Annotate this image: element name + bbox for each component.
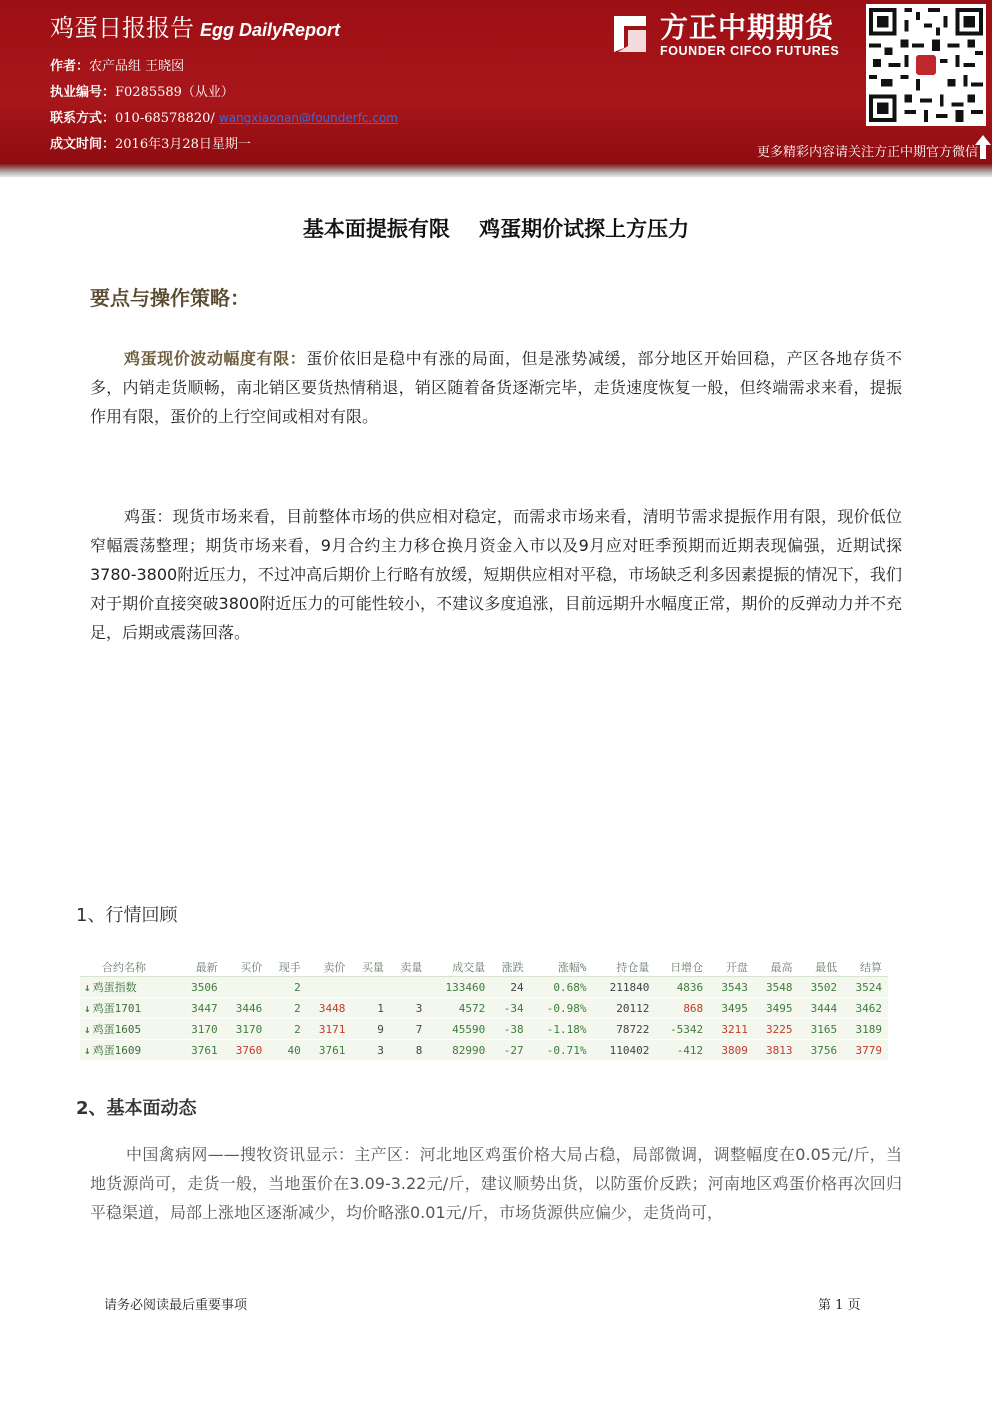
table-cell: 3506 <box>179 977 224 998</box>
table-cell: -38 <box>491 1019 529 1040</box>
date-value: 2016年3月28日星期一 <box>115 137 251 152</box>
table-cell: 3171 <box>307 1019 352 1040</box>
table-cell <box>390 977 428 998</box>
author-line: 作者：农产品组 王晓囡 <box>50 59 185 74</box>
col-header[interactable]: 结算 <box>843 957 888 977</box>
contact-line: 联系方式：010-68578820/ wangxiaonan@founderfc.com <box>50 111 398 126</box>
table-cell: 3756 <box>799 1040 844 1061</box>
table-cell: 1 <box>351 998 389 1019</box>
wechat-qr-code <box>866 4 986 126</box>
col-header[interactable]: 日增仓 <box>655 957 709 977</box>
col-header[interactable]: 买量 <box>351 957 389 977</box>
table-cell: 3524 <box>843 977 888 998</box>
table-cell: 3446 <box>224 998 269 1019</box>
table-cell: 3543 <box>709 977 754 998</box>
table-cell: 3447 <box>179 998 224 1019</box>
table-cell: 3761 <box>179 1040 224 1061</box>
col-header[interactable]: 最高 <box>754 957 799 977</box>
table-cell: 110402 <box>593 1040 656 1061</box>
table-cell: 3761 <box>307 1040 352 1061</box>
table-cell: 3448 <box>307 998 352 1019</box>
logo-text-en: FOUNDER CIFCO FUTURES <box>660 44 840 58</box>
table-cell: -0.98% <box>530 998 593 1019</box>
license-value: F0285589（从业） <box>115 85 234 100</box>
table-cell: 78722 <box>593 1019 656 1040</box>
col-header[interactable]: 开盘 <box>709 957 754 977</box>
col-header[interactable]: 最低 <box>799 957 844 977</box>
founder-logo-icon <box>604 10 652 58</box>
table-cell: 9 <box>351 1019 389 1040</box>
table-cell: 3495 <box>709 998 754 1019</box>
spot-price-lead: 鸡蛋现价波动幅度有限： <box>124 349 307 368</box>
spot-price-paragraph <box>90 344 902 431</box>
table-cell: 4836 <box>655 977 709 998</box>
contact-email-link[interactable]: wangxiaonan@founderfc.com <box>218 111 398 125</box>
report-title-en: Egg DailyReport <box>200 20 341 40</box>
page-number: 第 1 页 <box>818 1298 861 1313</box>
col-header[interactable]: 现手 <box>268 957 306 977</box>
table-cell: 45590 <box>428 1019 491 1040</box>
table-row[interactable] <box>80 1019 888 1040</box>
col-header[interactable]: 最新 <box>179 957 224 977</box>
quote-table <box>80 957 888 1061</box>
table-cell: 8 <box>390 1040 428 1061</box>
col-header[interactable]: 合约名称 <box>80 957 179 977</box>
report-title-cn: 鸡蛋日报报告 <box>50 14 194 42</box>
banner-shadow <box>0 163 992 177</box>
document-title: 基本面提振有限 鸡蛋期价试探上方压力 <box>302 217 690 241</box>
table-cell: -0.71% <box>530 1040 593 1061</box>
arrow-down-icon: ↓ <box>84 1002 91 1015</box>
table-cell: 3 <box>390 998 428 1019</box>
table-cell: 3502 <box>799 977 844 998</box>
contract-name-cell: ↓ 鸡蛋1701 <box>80 998 179 1019</box>
col-header[interactable]: 买价 <box>224 957 269 977</box>
qr-code-icon <box>869 7 983 123</box>
table-cell: 2 <box>268 998 306 1019</box>
arrow-down-icon: ↓ <box>84 1044 91 1057</box>
table-cell: 3548 <box>754 977 799 998</box>
table-cell: -1.18% <box>530 1019 593 1040</box>
table-cell: 3165 <box>799 1019 844 1040</box>
table-cell: 3495 <box>754 998 799 1019</box>
arrow-up-icon <box>974 134 992 160</box>
key-points-heading: 要点与操作策略： <box>90 286 250 310</box>
table-cell: 3760 <box>224 1040 269 1061</box>
table-cell: 7 <box>390 1019 428 1040</box>
table-cell: 24 <box>491 977 529 998</box>
col-header[interactable]: 涨幅% <box>530 957 593 977</box>
table-cell: 4572 <box>428 998 491 1019</box>
table-cell: -5342 <box>655 1019 709 1040</box>
table-cell: 3170 <box>179 1019 224 1040</box>
spot-price-body: 蛋价依旧是稳中有涨的局面，但是涨势减缓，部分地区开始回稳，产区各地存货不多，内销走货顺畅，南北销区要货热情稍退，销区随着备货逐渐完毕，走货速度恢复一般，但终端需求来看，提振作用有限，蛋价的上行空间或相对有限。 <box>90 349 902 426</box>
table-cell: 133460 <box>428 977 491 998</box>
table-row[interactable] <box>80 977 888 998</box>
date-line: 成文时间：2016年3月28日星期一 <box>50 137 251 152</box>
table-cell: 3809 <box>709 1040 754 1061</box>
table-cell: 3462 <box>843 998 888 1019</box>
table-cell: 3 <box>351 1040 389 1061</box>
contract-name-cell: ↓ 鸡蛋1605 <box>80 1019 179 1040</box>
table-cell: 3170 <box>224 1019 269 1040</box>
report-title <box>50 8 340 43</box>
table-header-row <box>80 957 888 977</box>
company-logo <box>604 6 859 62</box>
table-row[interactable] <box>80 1040 888 1061</box>
table-cell: -27 <box>491 1040 529 1061</box>
table-cell: -412 <box>655 1040 709 1061</box>
table-cell: -34 <box>491 998 529 1019</box>
table-cell <box>351 977 389 998</box>
table-cell: 3813 <box>754 1040 799 1061</box>
fundamentals-paragraph: 中国禽病网——搜牧资讯显示：主产区：河北地区鸡蛋价格大局占稳，局部微调，调整幅度在0.05元/斤，当地货源尚可，走货一般，当地蛋价在3.09-3.22元/斤，建议顺势出货，以防蛋价反跌；河南地区鸡蛋价格再次回归平稳渠道，局部上涨地区逐渐减少，均价略涨0.01元/斤，市场货源供应偏少，走货尚可， <box>90 1145 902 1222</box>
table-row[interactable] <box>80 998 888 1019</box>
contact-phone: 010-68578820/ <box>115 111 219 126</box>
table-cell: 20112 <box>593 998 656 1019</box>
logo-text-cn: 方正中期期货 <box>660 11 835 44</box>
table-cell <box>224 977 269 998</box>
table-cell: 40 <box>268 1040 306 1061</box>
header-banner <box>0 0 992 163</box>
table-cell <box>307 977 352 998</box>
arrow-down-icon: ↓ <box>84 1023 91 1036</box>
table-cell: 82990 <box>428 1040 491 1061</box>
contract-name-cell: ↓ 鸡蛋1609 <box>80 1040 179 1061</box>
arrow-down-icon: ↓ <box>84 981 91 994</box>
table-cell: 3779 <box>843 1040 888 1061</box>
strategy-paragraph: 鸡蛋：现货市场来看，目前整体市场的供应相对稳定，而需求市场来看，清明节需求提振作用有限，现价低位窄幅震荡整理；期货市场来看，9月合约主力移仓换月资金入市以及9月应对旺季预期而近期表现偏强，近期试探3780-3800附近压力，不过冲高后期价上行略有放缓，短期供应相对平稳，市场缺乏利多因素提振的情况下，我们对于期价直接突破3800附近压力的可能性较小，不建议多度追涨，目前远期升水幅度正常，期价的反弹动力并不充足，后期或震荡回落。 <box>90 507 902 642</box>
col-header[interactable]: 成交量 <box>428 957 491 977</box>
col-header[interactable]: 涨跌 <box>491 957 529 977</box>
table-cell: 0.68% <box>530 977 593 998</box>
wechat-follow-note: 更多精彩内容请关注方正中期官方微信 <box>756 145 978 160</box>
table-cell: 3444 <box>799 998 844 1019</box>
col-header[interactable]: 持仓量 <box>593 957 656 977</box>
fundamentals-heading: 2、基本面动态 <box>76 1098 197 1119</box>
license-line: 执业编号：F0285589（从业） <box>50 85 234 100</box>
author-value: 农产品组 王晓囡 <box>89 59 185 74</box>
table-cell: 3189 <box>843 1019 888 1040</box>
table-cell: 2 <box>268 977 306 998</box>
table-cell: 211840 <box>593 977 656 998</box>
table-cell: 2 <box>268 1019 306 1040</box>
contract-name-cell: ↓ 鸡蛋指数 <box>80 977 179 998</box>
table-cell: 868 <box>655 998 709 1019</box>
table-cell: 3211 <box>709 1019 754 1040</box>
col-header[interactable]: 卖量 <box>390 957 428 977</box>
footer-notice: 请务必阅读最后重要事项 <box>104 1298 248 1313</box>
market-review-heading: 1、行情回顾 <box>76 905 178 926</box>
col-header[interactable]: 卖价 <box>307 957 352 977</box>
table-cell: 3225 <box>754 1019 799 1040</box>
